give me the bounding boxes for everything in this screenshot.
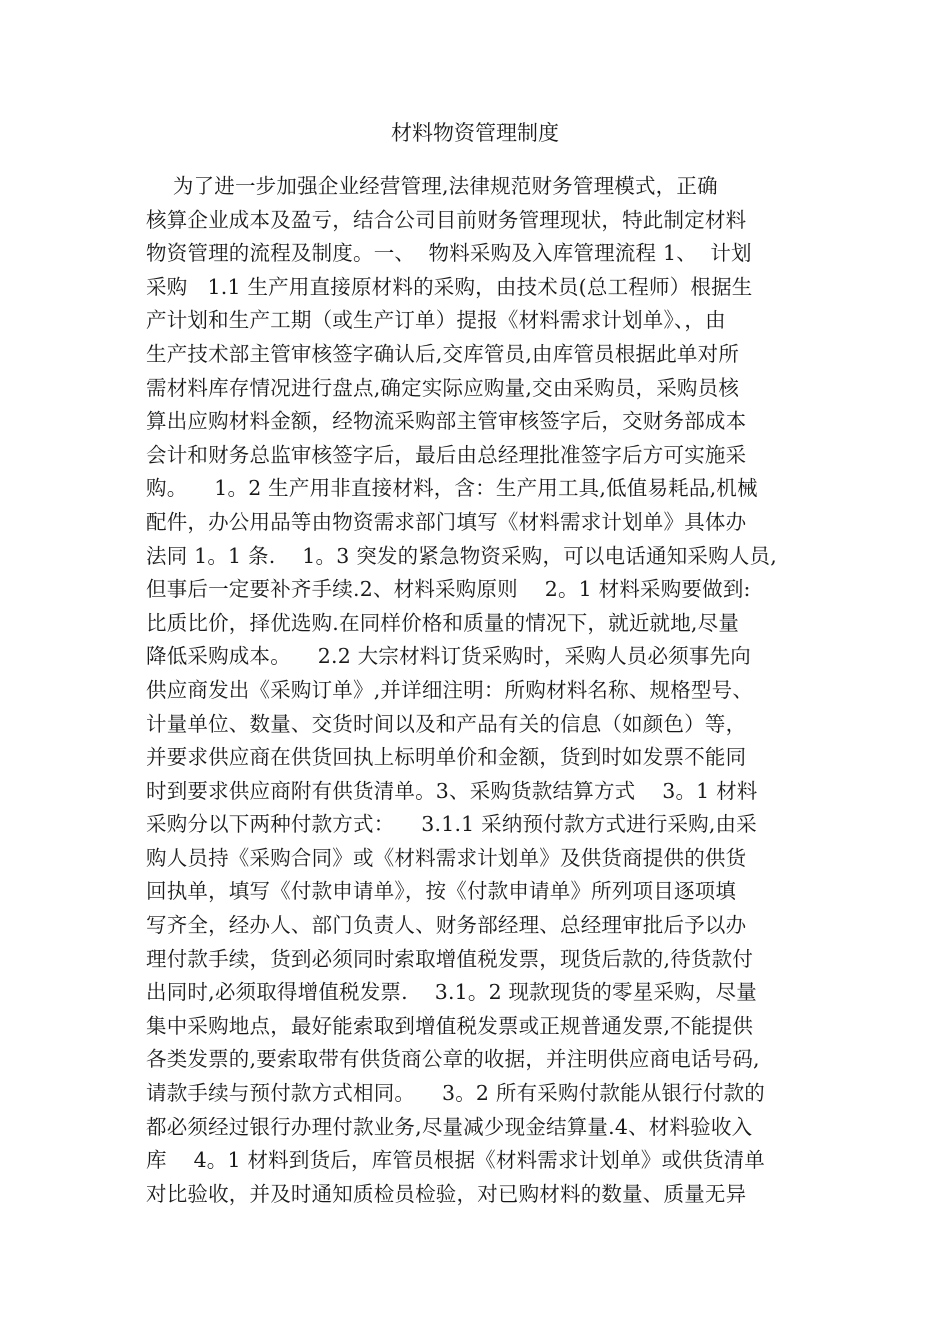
body-line: 配件，办公用品等由物资需求部门填写《材料需求计划单》具体办 [146, 509, 747, 534]
body-line: 法同 1。1 条. 1。3 突发的紧急物资采购，可以电话通知采购人员, [146, 543, 777, 568]
body-line: 购人员持《采购合同》或《材料需求计划单》及供货商提供的供货 [146, 845, 747, 870]
body-line: 集中采购地点，最好能索取到增值税发票或正规普通发票,不能提供 [146, 1013, 754, 1038]
body-line: 对比验收，并及时通知质检员检验，对已购材料的数量、质量无异 [146, 1181, 747, 1206]
document-body [146, 170, 826, 1211]
body-line: 但事后一定要补齐手续.2、材料采购原则 2。1 材料采购要做到: [146, 577, 751, 602]
body-line: 降低采购成本。 2.2 大宗材料订货采购时，采购人员必须事先向 [146, 644, 751, 669]
body-line: 为了进一步加强企业经营管理,法律规范财务管理模式，正确 [146, 174, 718, 198]
body-line: 请款手续与预付款方式相同。 3。2 所有采购付款能从银行付款的 [146, 1081, 765, 1106]
body-line: 核算企业成本及盈亏，结合公司目前财务管理现状，特此制定材料 [146, 207, 747, 232]
body-line: 回执单，填写《付款申请单》，按《付款申请单》所列项目逐项填 [146, 879, 737, 904]
body-line: 库 4。1 材料到货后，库管员根据《材料需求计划单》或供货清单 [146, 1148, 765, 1173]
body-line: 需材料库存情况进行盘点,确定实际应购量,交由采购员，采购员核 [146, 375, 740, 400]
body-line: 并要求供应商在供货回执上标明单价和金额，货到时如发票不能同 [146, 745, 747, 770]
body-line: 时到要求供应商附有供货清单。3、采购货款结算方式 3。1 材料 [146, 778, 758, 803]
body-line: 供应商发出《采购订单》,并详细注明：所购材料名称、规格型号、 [146, 677, 754, 702]
body-line: 采购 1.1 生产用直接原材料的采购，由技术员(总工程师）根据生 [146, 274, 753, 299]
body-line: 计量单位、数量、交货时间以及和产品有关的信息（如颜色）等， [146, 711, 747, 736]
body-line: 采购分以下两种付款方式： 3.1.1 采纳预付款方式进行采购,由采 [146, 812, 757, 837]
body-line: 会计和财务总监审核签字后，最后由总经理批准签字后方可实施采 [146, 442, 747, 467]
body-line: 生产技术部主管审核签字确认后,交库管员,由库管员根据此单对所 [146, 341, 740, 366]
body-line: 理付款手续，货到必须同时索取增值税发票，现货后款的,待货款付 [146, 946, 754, 971]
body-line: 写齐全，经办人、部门负责人、财务部经理、总经理审批后予以办 [146, 913, 747, 938]
body-line: 购。 1。2 生产用非直接材料，含：生产用工具,低值易耗品,机械 [146, 476, 758, 501]
body-line: 各类发票的,要索取带有供货商公章的收据，并注明供应商电话号码, [146, 1047, 760, 1072]
body-line: 出同时,必须取得增值税发票. 3.1。2 现款现货的零星采购，尽量 [146, 980, 757, 1005]
document-title: 材料物资管理制度 [391, 121, 559, 145]
body-line: 比质比价，择优选购.在同样价格和质量的情况下，就近就地,尽量 [146, 610, 740, 635]
body-line: 算出应购材料金额，经物流采购部主管审核签字后，交财务部成本 [146, 409, 747, 434]
body-line: 都必须经过银行办理付款业务,尽量减少现金结算量.4、材料验收入 [146, 1114, 753, 1139]
body-line: 产计划和生产工期（或生产订单）提报《材料需求计划单》、，由 [146, 308, 726, 333]
body-line: 物资管理的流程及制度。一、 物料采购及入库管理流程 1、 计划 [146, 241, 752, 266]
